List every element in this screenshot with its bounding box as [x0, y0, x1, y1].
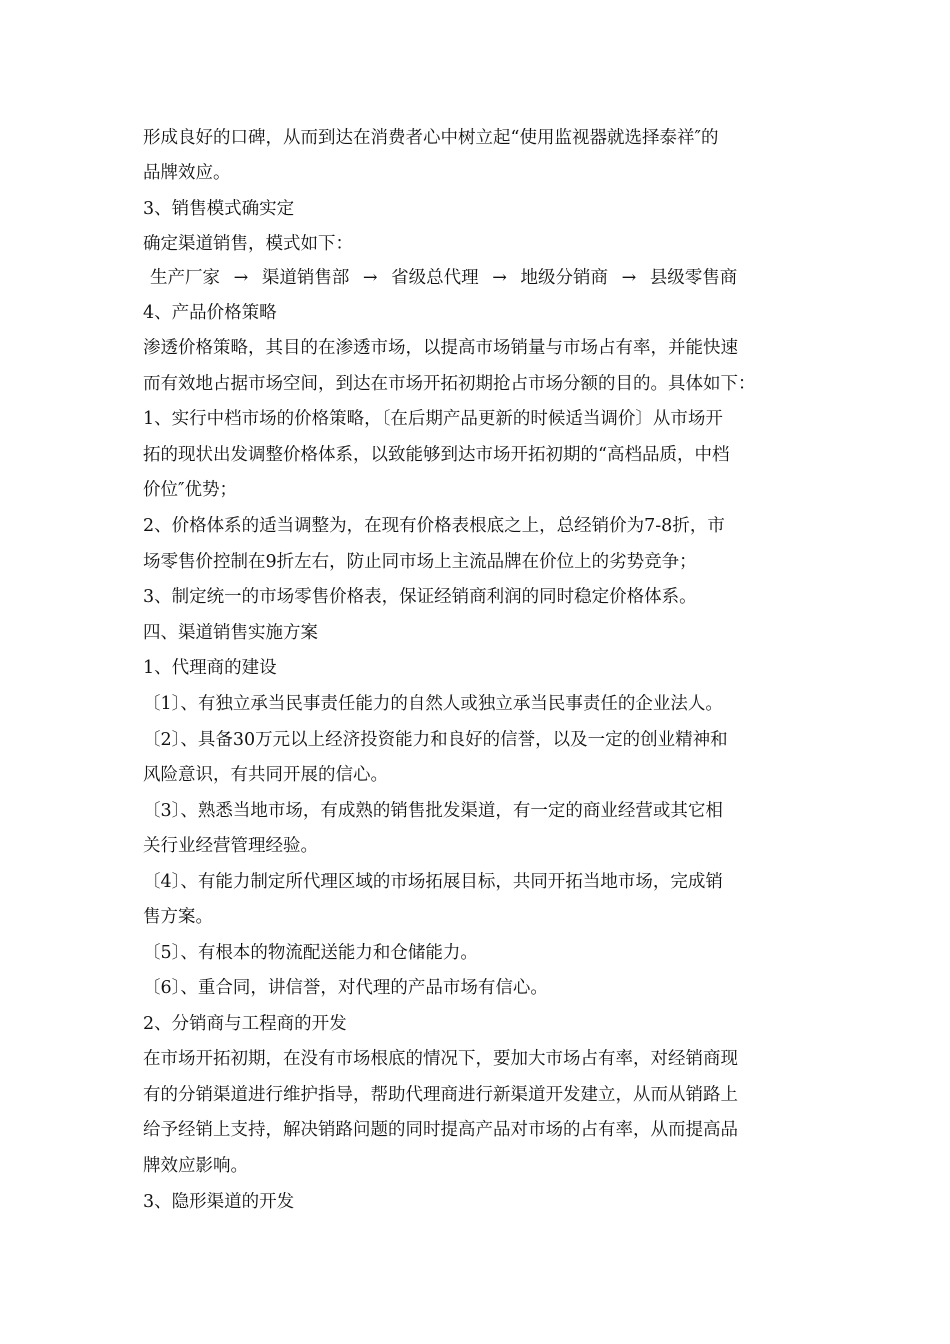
text-line: 〔5〕、有根本的物流配送能力和仓储能力。 [143, 943, 478, 963]
text-line: 〔1〕、有独立承当民事责任能力的自然人或独立承当民事责任的企业法人。 [143, 694, 723, 714]
text-line: 牌效应影响。 [143, 1156, 248, 1176]
text-line: 〔4〕、有能力制定所代理区域的市场拓展目标，共同开拓当地市场，完成销 [143, 872, 723, 892]
flow-step: 县级零售商 [649, 268, 738, 288]
section-heading: 3、隐形渠道的开发 [143, 1192, 295, 1212]
arrow-right-icon: → [621, 268, 637, 288]
arrow-right-icon: → [233, 268, 249, 288]
flow-step: 省级总代理 [391, 268, 479, 288]
text-line: 渗透价格策略，其目的在渗透市场，以提高市场销量与市场占有率，并能快速 [143, 338, 738, 358]
text-line: 〔3〕、熟悉当地市场，有成熟的销售批发渠道，有一定的商业经营或其它相 [143, 801, 723, 821]
text-line: 确定渠道销售，模式如下： [143, 234, 353, 254]
text-line: 在市场开拓初期，在没有市场根底的情况下，要加大市场占有率，对经销商现 [143, 1049, 738, 1069]
text-line: 品牌效应。 [143, 163, 231, 183]
text-line: 关行业经营管理经验。 [143, 836, 318, 856]
text-line: 有的分销渠道进行维护指导，帮助代理商进行新渠道开发建立，从而从销路上 [143, 1085, 738, 1105]
text-line: 〔2〕、具备30万元以上经济投资能力和良好的信誉，以及一定的创业精神和 [143, 730, 728, 750]
flow-step: 地级分销商 [520, 268, 608, 288]
arrow-right-icon: → [362, 268, 378, 288]
arrow-right-icon: → [492, 268, 507, 288]
text-line: 拓的现状出发调整价格体系，以致能够到达市场开拓初期的“高档品质，中档 [143, 445, 730, 465]
text-line: 售方案。 [143, 907, 213, 927]
text-line: 2、价格体系的适当调整为，在现有价格表根底之上，总经销价为7-8折，市 [143, 516, 725, 536]
flow-step: 生产厂家 [150, 268, 220, 288]
text-line: 给予经销上支持，解决销路问题的同时提高产品对市场的占有率，从而提高品 [143, 1120, 738, 1140]
text-line: 场零售价控制在9折左右，防止同市场上主流品牌在价位上的劣势竞争； [143, 552, 697, 572]
flow-step: 渠道销售部 [261, 268, 350, 288]
section-heading: 3、销售模式确实定 [143, 199, 295, 219]
channel-flow [150, 266, 737, 290]
text-line: 而有效地占据市场空间，到达在市场开拓初期抢占市场分额的目的。具体如下： [143, 374, 756, 394]
text-line: 〔6〕、重合同，讲信誉，对代理的产品市场有信心。 [143, 978, 548, 998]
text-line: 形成良好的口碑，从而到达在消费者心中树立起“使用监视器就选择泰祥″的 [143, 128, 719, 148]
section-heading: 四、渠道销售实施方案 [143, 623, 318, 643]
text-line: 1、实行中档市场的价格策略，〔在后期产品更新的时候适当调价〕从市场开 [143, 409, 723, 429]
section-heading: 1、代理商的建设 [143, 658, 277, 678]
text-line: 风险意识，有共同开展的信心。 [143, 765, 388, 785]
section-heading: 2、分销商与工程商的开发 [143, 1014, 347, 1034]
text-line: 3、制定统一的市场零售价格表，保证经销商利润的同时稳定价格体系。 [143, 587, 697, 607]
text-line: 价位″优势； [143, 480, 238, 500]
section-heading: 4、产品价格策略 [143, 303, 277, 323]
